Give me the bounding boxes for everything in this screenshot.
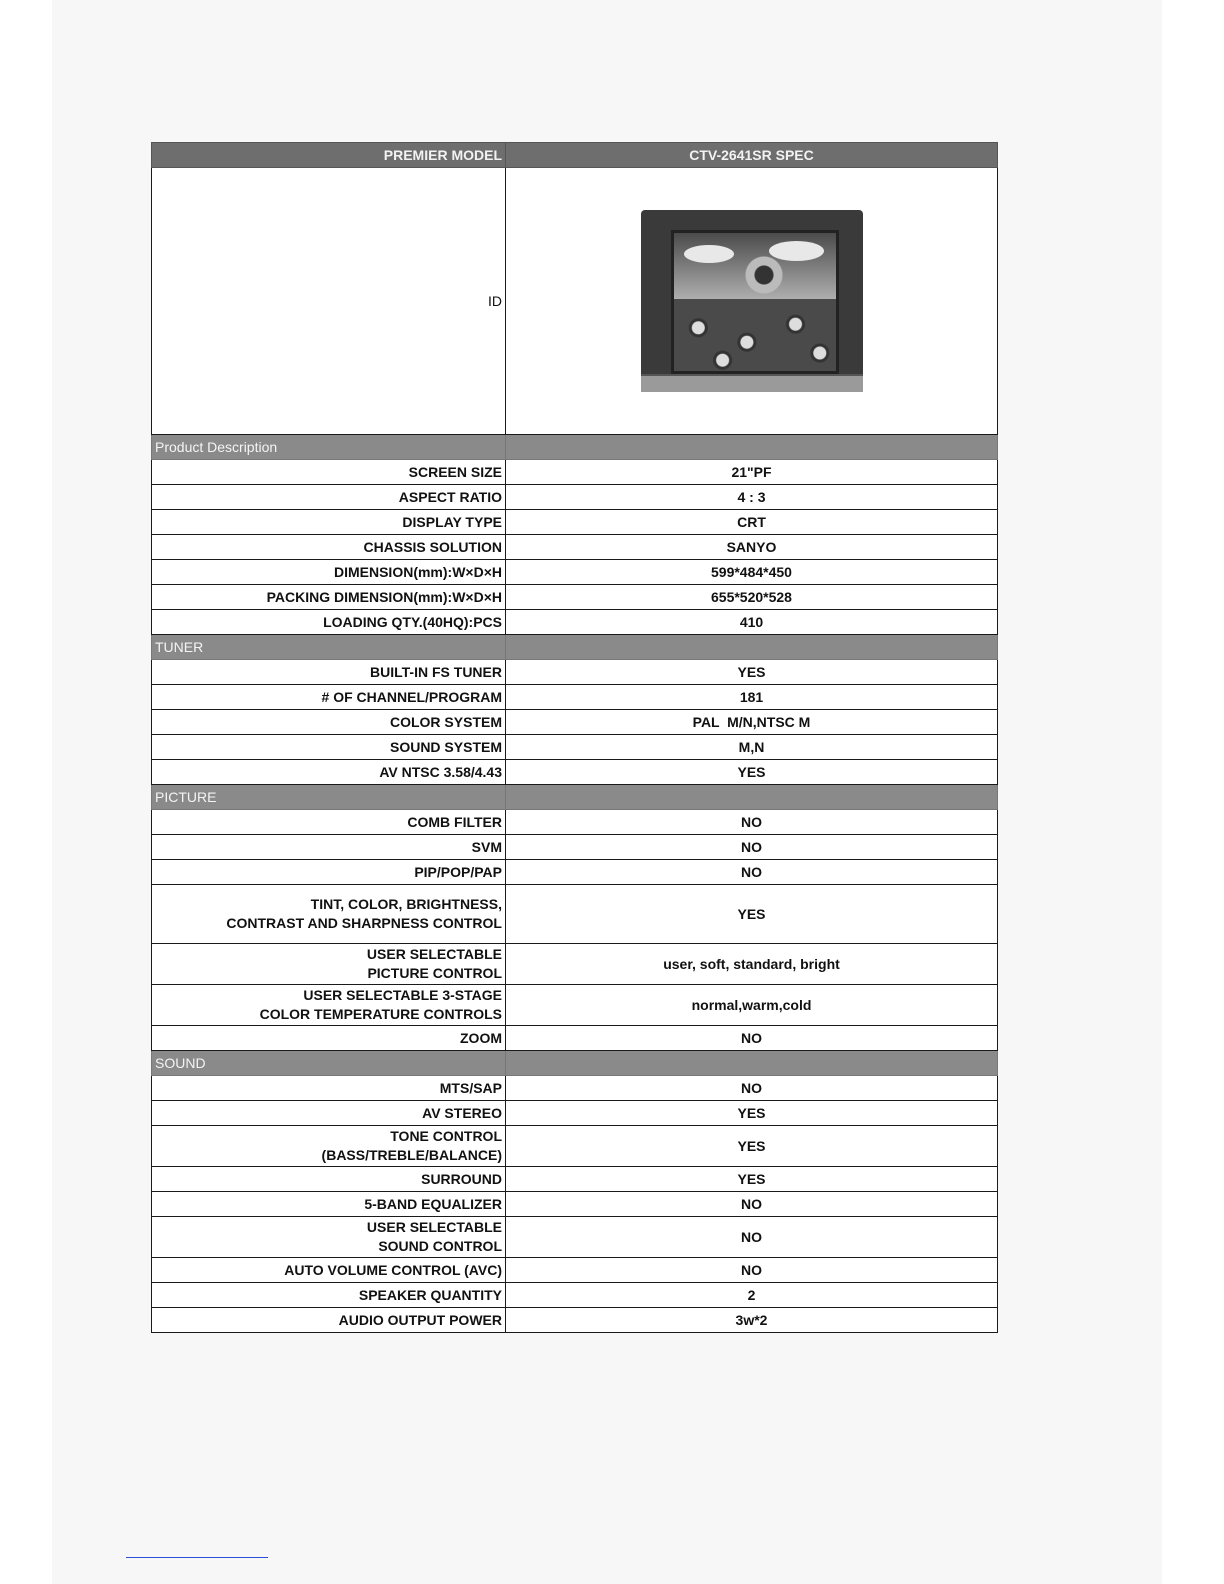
row-value: M,N xyxy=(506,735,998,760)
image-row xyxy=(152,168,998,435)
row-label: LOADING QTY.(40HQ):PCS xyxy=(152,610,506,635)
row-label xyxy=(152,985,506,1026)
table-row xyxy=(152,460,998,485)
product-image-cell xyxy=(506,168,998,435)
table-row xyxy=(152,585,998,610)
row-label: DIMENSION(mm):W×D×H xyxy=(152,560,506,585)
tv-screen xyxy=(671,230,839,374)
tv-stand xyxy=(641,374,863,392)
row-label: AV NTSC 3.58/4.43 xyxy=(152,760,506,785)
section-filler xyxy=(506,785,998,810)
row-label-line2: (BASS/TREBLE/BALANCE) xyxy=(321,1147,502,1163)
row-value: 599*484*450 xyxy=(506,560,998,585)
id-label: ID xyxy=(152,168,506,435)
row-label: COLOR SYSTEM xyxy=(152,710,506,735)
row-value: user, soft, standard, bright xyxy=(506,944,998,985)
row-label-line1: USER SELECTABLE xyxy=(366,946,502,962)
row-label: SCREEN SIZE xyxy=(152,460,506,485)
table-row xyxy=(152,485,998,510)
table-row xyxy=(152,1258,998,1283)
row-label: PIP/POP/PAP xyxy=(152,860,506,885)
section-title: Product Description xyxy=(152,435,506,460)
spec-title: CTV-2641SR SPEC xyxy=(506,143,998,168)
table-row xyxy=(152,510,998,535)
row-value: NO xyxy=(506,835,998,860)
spec-sheet xyxy=(151,142,997,1333)
row-label: SPEAKER QUANTITY xyxy=(152,1283,506,1308)
row-value: NO xyxy=(506,1258,998,1283)
row-value: YES xyxy=(506,1101,998,1126)
table-row xyxy=(152,1192,998,1217)
row-label xyxy=(152,944,506,985)
table-row xyxy=(152,685,998,710)
row-label-line2: COLOR TEMPERATURE CONTROLS xyxy=(259,1006,502,1022)
row-label: ZOOM xyxy=(152,1026,506,1051)
row-value: 181 xyxy=(506,685,998,710)
row-value: YES xyxy=(506,660,998,685)
row-value: SANYO xyxy=(506,535,998,560)
row-value: NO xyxy=(506,1192,998,1217)
row-label: # OF CHANNEL/PROGRAM xyxy=(152,685,506,710)
row-value: NO xyxy=(506,1026,998,1051)
row-label xyxy=(152,1217,506,1258)
section-filler xyxy=(506,435,998,460)
footer-rule xyxy=(126,1557,268,1558)
section-title: PICTURE xyxy=(152,785,506,810)
row-value: 3w*2 xyxy=(506,1308,998,1333)
row-label: AUTO VOLUME CONTROL (AVC) xyxy=(152,1258,506,1283)
section-filler xyxy=(506,1051,998,1076)
table-row xyxy=(152,1101,998,1126)
row-value: YES xyxy=(506,1126,998,1167)
row-label: AUDIO OUTPUT POWER xyxy=(152,1308,506,1333)
row-value: 655*520*528 xyxy=(506,585,998,610)
row-value: 2 xyxy=(506,1283,998,1308)
row-label: MTS/SAP xyxy=(152,1076,506,1101)
section-title: TUNER xyxy=(152,635,506,660)
row-value: PAL M/N,NTSC M xyxy=(506,710,998,735)
premier-model-label: PREMIER MODEL xyxy=(152,143,506,168)
row-value: NO xyxy=(506,810,998,835)
crt-tv-icon xyxy=(641,210,863,392)
table-row xyxy=(152,660,998,685)
row-label: AV STEREO xyxy=(152,1101,506,1126)
row-label: SURROUND xyxy=(152,1167,506,1192)
section-sound xyxy=(152,1051,998,1076)
row-value: YES xyxy=(506,885,998,944)
spec-table xyxy=(151,142,998,1333)
row-value: YES xyxy=(506,760,998,785)
section-product-description xyxy=(152,435,998,460)
table-row xyxy=(152,710,998,735)
row-label xyxy=(152,885,506,944)
row-label-line1: TONE CONTROL xyxy=(390,1128,502,1144)
table-row xyxy=(152,835,998,860)
row-label: 5-BAND EQUALIZER xyxy=(152,1192,506,1217)
row-label: SVM xyxy=(152,835,506,860)
row-label: SOUND SYSTEM xyxy=(152,735,506,760)
table-row xyxy=(152,860,998,885)
table-row xyxy=(152,1026,998,1051)
row-value: NO xyxy=(506,1076,998,1101)
row-value: NO xyxy=(506,860,998,885)
row-label: CHASSIS SOLUTION xyxy=(152,535,506,560)
table-row xyxy=(152,560,998,585)
row-value: 410 xyxy=(506,610,998,635)
row-value: NO xyxy=(506,1217,998,1258)
row-value: 4 : 3 xyxy=(506,485,998,510)
row-label-line1: USER SELECTABLE xyxy=(366,1219,502,1235)
row-label-line1: TINT, COLOR, BRIGHTNESS, xyxy=(310,896,502,912)
table-row xyxy=(152,810,998,835)
section-title: SOUND xyxy=(152,1051,506,1076)
section-tuner xyxy=(152,635,998,660)
table-row xyxy=(152,760,998,785)
section-picture xyxy=(152,785,998,810)
table-row xyxy=(152,985,998,1026)
table-row xyxy=(152,944,998,985)
table-row xyxy=(152,1167,998,1192)
table-row xyxy=(152,1217,998,1258)
row-value: 21"PF xyxy=(506,460,998,485)
row-label-line2: PICTURE CONTROL xyxy=(367,965,502,981)
row-value: normal,warm,cold xyxy=(506,985,998,1026)
table-row xyxy=(152,535,998,560)
table-row xyxy=(152,735,998,760)
row-label-line2: SOUND CONTROL xyxy=(378,1238,502,1254)
row-label-line2: CONTRAST AND SHARPNESS CONTROL xyxy=(226,915,502,931)
row-label: ASPECT RATIO xyxy=(152,485,506,510)
table-row xyxy=(152,1076,998,1101)
row-label: DISPLAY TYPE xyxy=(152,510,506,535)
row-label: PACKING DIMENSION(mm):W×D×H xyxy=(152,585,506,610)
table-row xyxy=(152,885,998,944)
row-value: YES xyxy=(506,1167,998,1192)
row-value: CRT xyxy=(506,510,998,535)
row-label: BUILT-IN FS TUNER xyxy=(152,660,506,685)
row-label xyxy=(152,1126,506,1167)
row-label: COMB FILTER xyxy=(152,810,506,835)
table-row xyxy=(152,1308,998,1333)
table-header xyxy=(152,143,998,168)
row-label-line1: USER SELECTABLE 3-STAGE xyxy=(303,987,502,1003)
table-row xyxy=(152,610,998,635)
sunflower-image xyxy=(744,255,784,295)
section-filler xyxy=(506,635,998,660)
table-row xyxy=(152,1283,998,1308)
table-row xyxy=(152,1126,998,1167)
